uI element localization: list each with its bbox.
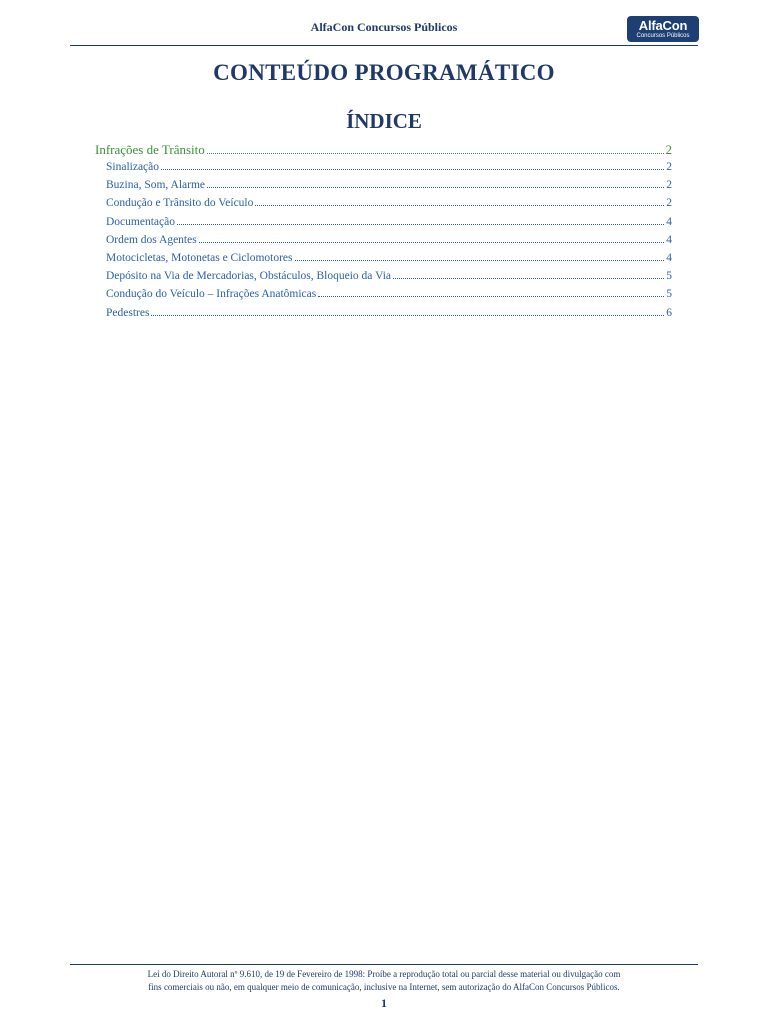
toc-entry[interactable] — [95, 270, 672, 288]
toc-entry-page: 6 — [666, 306, 672, 319]
toc-entry-page: 5 — [666, 288, 672, 301]
toc-leader-dots — [177, 224, 664, 225]
footer-rule — [70, 964, 698, 965]
toc-entry-label: Ordem dos Agentes — [106, 233, 197, 246]
toc-entry-page: 4 — [666, 233, 672, 246]
toc-leader-dots — [199, 242, 665, 243]
toc-entry[interactable] — [95, 216, 672, 234]
copyright-line-2: fins comerciais ou não, em qualquer meio de comunicação, inclusive na Internet, sem autorização do AlfaCon Concursos Públicos. — [148, 981, 620, 992]
toc-leader-dots — [295, 260, 665, 261]
toc-entry-page: 2 — [666, 161, 672, 173]
toc-entry[interactable] — [95, 252, 672, 270]
toc-leader-dots — [207, 153, 664, 154]
toc-leader-dots — [255, 205, 664, 206]
toc-section-infracoes[interactable] — [95, 142, 672, 161]
toc-entry-page: 2 — [666, 197, 672, 210]
toc-entry-label: Sinalização — [106, 161, 160, 173]
toc-entry-page: 2 — [666, 179, 672, 192]
copyright-notice — [70, 968, 698, 993]
toc-entry[interactable] — [95, 197, 672, 215]
logo-sub-text: Concursos Públicos — [636, 33, 690, 39]
toc-entry[interactable] — [95, 161, 672, 179]
index-heading: ÍNDICE — [346, 109, 422, 133]
toc-entry-label: Depósito na Via de Mercadorias, Obstáculos, Bloqueio da Via — [106, 270, 391, 283]
toc-entry-page: 5 — [666, 270, 672, 283]
toc-entry[interactable] — [95, 179, 672, 197]
toc-leader-dots — [393, 278, 664, 279]
toc-leader-dots — [207, 187, 664, 188]
toc-entry-label: Condução do Veículo – Infrações Anatômicas — [106, 288, 317, 301]
toc-entry[interactable] — [95, 288, 672, 306]
table-of-contents — [95, 142, 672, 325]
toc-entry-label: Infrações de Trânsito — [95, 142, 205, 157]
header-title: AlfaCon Concursos Públicos — [310, 20, 458, 34]
logo-main-text: AlfaCon — [638, 18, 688, 33]
toc-entry-page: 4 — [666, 251, 672, 264]
toc-leader-dots — [318, 296, 664, 297]
toc-entry-page: 4 — [666, 215, 672, 228]
toc-entry-page: 2 — [665, 142, 672, 157]
toc-entry-label: Condução e Trânsito do Veículo — [106, 197, 254, 210]
toc-entry-label: Buzina, Som, Alarme — [106, 179, 206, 192]
copyright-line-1: Lei do Direito Autoral nº 9.610, de 19 de Fevereiro de 1998: Proíbe a reprodução total ou parcial desse material ou divulgação com — [147, 969, 621, 979]
toc-entry-label: Motocicletas, Motonetas e Ciclomotores — [106, 251, 293, 264]
toc-leader-dots — [151, 315, 664, 316]
toc-entry[interactable] — [95, 307, 672, 325]
toc-entry-label: Pedestres — [106, 306, 150, 319]
page-number: 1 — [381, 996, 387, 1010]
toc-leader-dots — [161, 169, 664, 170]
header-rule — [70, 45, 698, 46]
alfacon-logo — [627, 16, 699, 42]
page-title: CONTEÚDO PROGRAMÁTICO — [213, 60, 555, 85]
toc-entry[interactable] — [95, 234, 672, 252]
toc-entry-label: Documentação — [106, 215, 175, 228]
